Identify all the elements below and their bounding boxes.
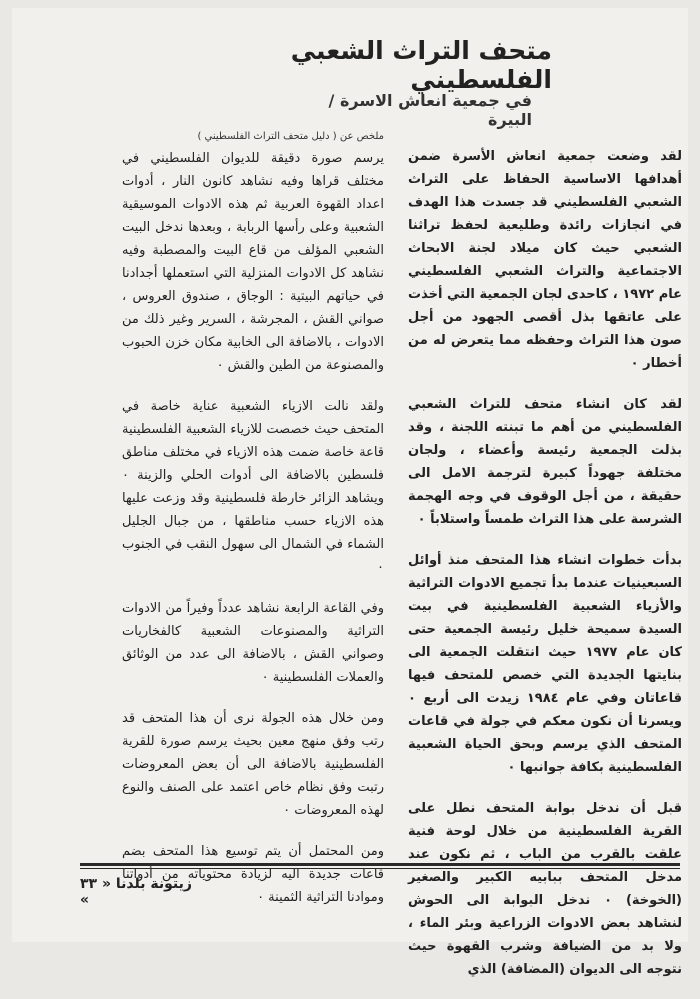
- paragraph: ولقد نالت الازياء الشعبية عناية خاصة في المتحف حيث خصصت للازياء الشعبية الفلسطينية قاعة خاصة ضمت هذه الازياء في مختلف مناطق فلسطين بالاضافة الى أدوات الحلي والزينة ٠ ويشاهد الزائر خارطة فلسطينية وقد وزعت عليها هذه الازياء حسب مناطقها ، من جبال الجليل الشماء في الشمال الى سهول النقب في الجنوب ٠: [122, 399, 384, 575]
- paragraph: ومن المحتمل أن يتم توسيع هذا المتحف بضم قاعات جديدة اليه لزيادة محتوياته من أدواتنا وموادنا التراثية الثمينة ٠: [122, 844, 384, 905]
- article-subtitle: في جمعية انعاش الاسرة / البيرة: [328, 91, 532, 129]
- paragraph: يرسم صورة دقيقة للديوان الفلسطيني في مختلف قراها وفيه نشاهد كانون النار ، أدوات اعداد القهوة العربية ثم هذه الادوات الموسيقية الشعبية وعلى رأسها الربابة ، وبعدها ندخل البيت الشعبي المؤلف من قاع البيت والمصطبة وفيه نشاهد كل الادوات المنزلية التي استعملها أجدادنا في حياتهم البيتية : الوجاق ، صندوق العروس ، صواني القش ، المجرشة ، السرير وغير ذلك من الادوات ، بالاضافة الى الخابية مكان خزن الحبوب والمصنوعة من الطين والقش ٠: [122, 151, 384, 373]
- paragraph: لقد كان انشاء متحف للتراث الشعبي الفلسطيني من أهم ما تبنته اللجنة ، وقد بذلت الجمعية رئيسة وأعضاء ، ولجان مختلفة جهوداً كبيرة لترجمة الامل الى حقيقة ، من أجل الوقوف في وجه الهجمة الشرسة على هذا التراث طمساً واستلاباً ٠: [408, 397, 682, 527]
- footer-rule: [80, 863, 680, 866]
- paragraph: بدأت خطوات انشاء هذا المتحف منذ أوائل السبعينيات عندما بدأ تجميع الادوات التراثية والأزياء الشعبية الفلسطينية في بيت السيدة سميحة خليل رئيسة الجمعية حتى كان عام ١٩٧٧ حيث انتقلت الجمعية الى بنايتها الجديدة التي خصص للمتحف فيها قاعاتان وفي عام ١٩٨٤ زيدت الى أربع ٠ ويسرنا أن نكون معكم في جولة في قاعات المتحف الذي يرسم وبحق الحياة الشعبية الفلسطينية بكافة جوانبها ٠: [408, 553, 682, 775]
- paragraph: وفي القاعة الرابعة نشاهد عدداً وفيراً من الادوات التراثية والمصنوعات الشعبية كالفخاريات وصواني القش ، بالاضافة الى عدد من الوثائق والعملات الفلسطينية ٠: [122, 601, 384, 685]
- magazine-page: [12, 8, 688, 977]
- page-footer: زيتونة بلدنا « ٣٣ »: [80, 876, 192, 908]
- footer-rule-thin: [80, 868, 680, 869]
- paragraph: ومن خلال هذه الجولة نرى أن هذا المتحف قد رتب وفق منهج معين بحيث يرسم صورة للقرية الفلسطينية بالاضافة الى أن بعض المعروضات رتبت وفق نظام خاص اعتمد على الصنف والنوع لهذه المعروضات ٠: [122, 711, 384, 818]
- paragraph: قبل أن ندخل بوابة المتحف نطل على القرية الفلسطينية من خلال لوحة فنية علقت بالقرب من الباب ، ثم نكون عند مدخل المتحف ببابيه الكبير والصغير (الخوخة) ٠ ندخل البوابة الى الحوش لنشاهد بعض الادوات الزراعية وبئر الماء ، ولا بد من الضيافة وشرب القهوة حيث نتوجه الى الديوان (المضافة) الذي: [408, 801, 682, 977]
- article-title: متحف التراث الشعبي الفلسطيني: [290, 36, 552, 94]
- paragraph: لقد وضعت جمعية انعاش الأسرة ضمن أهدافها الاساسية الحفاظ على التراث الشعبي الفلسطيني قد جسدت هذا الهدف في انجازات رائدة وطليعية لحفظ تراثنا الشعبي حيث كان ميلاد لجنة الابحاث الاجتماعية والتراث الشعبي الفلسطيني عام ١٩٧٢ ، كاحدى لجان الجمعية التي أخذت على عاتقها بذل أقصى الجهود من أجل صون هذا التراث وحفظه مما يتعرض له من أخطار ٠: [408, 149, 682, 371]
- left-column: [122, 130, 384, 927]
- source-note: ملخص عن ( دليل متحف التراث الفلسطيني ): [197, 131, 384, 142]
- right-column: [408, 145, 682, 999]
